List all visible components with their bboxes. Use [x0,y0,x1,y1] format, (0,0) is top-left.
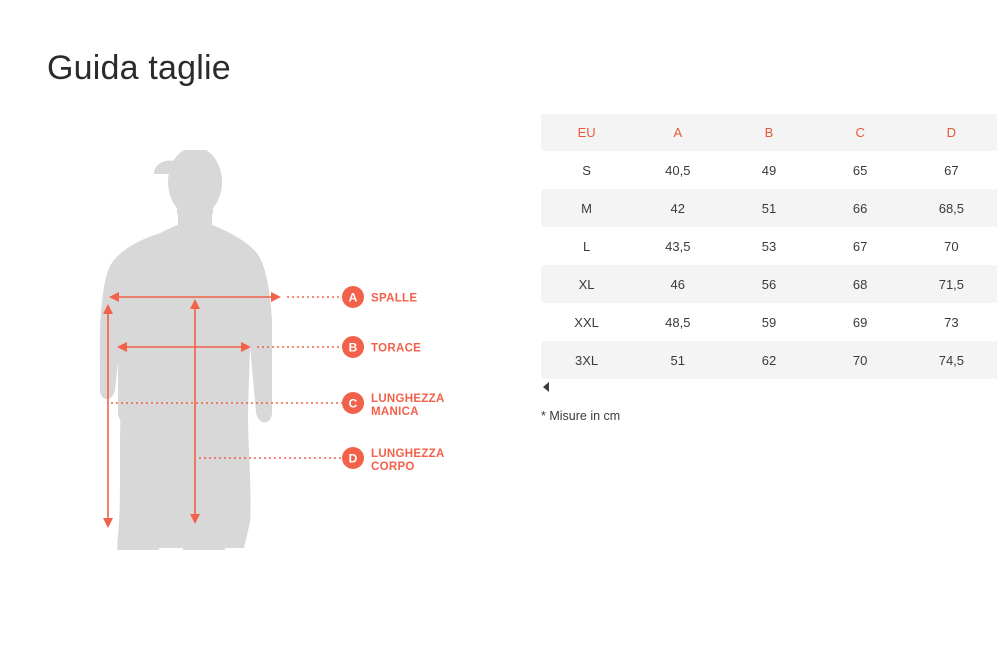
cell-size: L [541,227,632,265]
table-row [541,341,997,379]
cell-c: 68 [815,265,906,303]
cell-size: S [541,151,632,189]
cell-d: 68,5 [906,189,997,227]
cell-c: 67 [815,227,906,265]
cell-a: 51 [632,341,723,379]
marker-c-label-line2: MANICA [371,406,419,418]
cell-d: 71,5 [906,265,997,303]
cell-b: 49 [723,151,814,189]
cell-size: M [541,189,632,227]
marker-d-label-line2: CORPO [371,461,415,473]
marker-d-letter: D [348,451,358,466]
marker-b-letter: B [348,340,358,355]
table-row [541,303,997,341]
page-title: Guida taglie [47,49,231,87]
cell-c: 70 [815,341,906,379]
cell-a: 40,5 [632,151,723,189]
marker-a-label: SPALLE [371,292,418,305]
cell-size: 3XL [541,341,632,379]
cell-b: 51 [723,189,814,227]
marker-d [342,447,445,473]
cell-size: XXL [541,303,632,341]
cell-b: 56 [723,265,814,303]
table-row [541,189,997,227]
measurement-note: * Misure in cm [541,409,621,423]
size-table [541,114,997,379]
table-row [541,151,997,189]
column-header-d: D [906,114,997,151]
cell-c: 69 [815,303,906,341]
cell-c: 66 [815,189,906,227]
size-table-wrapper[interactable] [541,114,997,397]
size-guide-diagram [47,150,507,580]
cell-d: 74,5 [906,341,997,379]
cell-d: 67 [906,151,997,189]
cell-size: XL [541,265,632,303]
scroll-left-arrow-icon[interactable] [543,382,549,392]
column-header-a: A [632,114,723,151]
cell-c: 65 [815,151,906,189]
cell-d: 70 [906,227,997,265]
table-row [541,265,997,303]
cell-a: 42 [632,189,723,227]
marker-b-label: TORACE [371,342,422,355]
cell-a: 46 [632,265,723,303]
cell-a: 43,5 [632,227,723,265]
horizontal-scrollbar[interactable] [541,379,997,397]
column-header-eu: EU [541,114,632,151]
size-table-head [541,114,997,151]
marker-c [342,392,445,418]
marker-c-letter: C [348,396,358,411]
cell-b: 53 [723,227,814,265]
marker-c-label-line1: LUNGHEZZA [371,393,445,405]
table-row [541,227,997,265]
cell-b: 62 [723,341,814,379]
size-table-body [541,151,997,379]
marker-d-label-line1: LUNGHEZZA [371,448,445,460]
table-header-row [541,114,997,151]
marker-a-letter: A [348,290,358,305]
column-header-b: B [723,114,814,151]
cell-b: 59 [723,303,814,341]
cell-d: 73 [906,303,997,341]
marker-b [342,336,421,358]
marker-a [342,286,417,308]
cell-a: 48,5 [632,303,723,341]
column-header-c: C [815,114,906,151]
